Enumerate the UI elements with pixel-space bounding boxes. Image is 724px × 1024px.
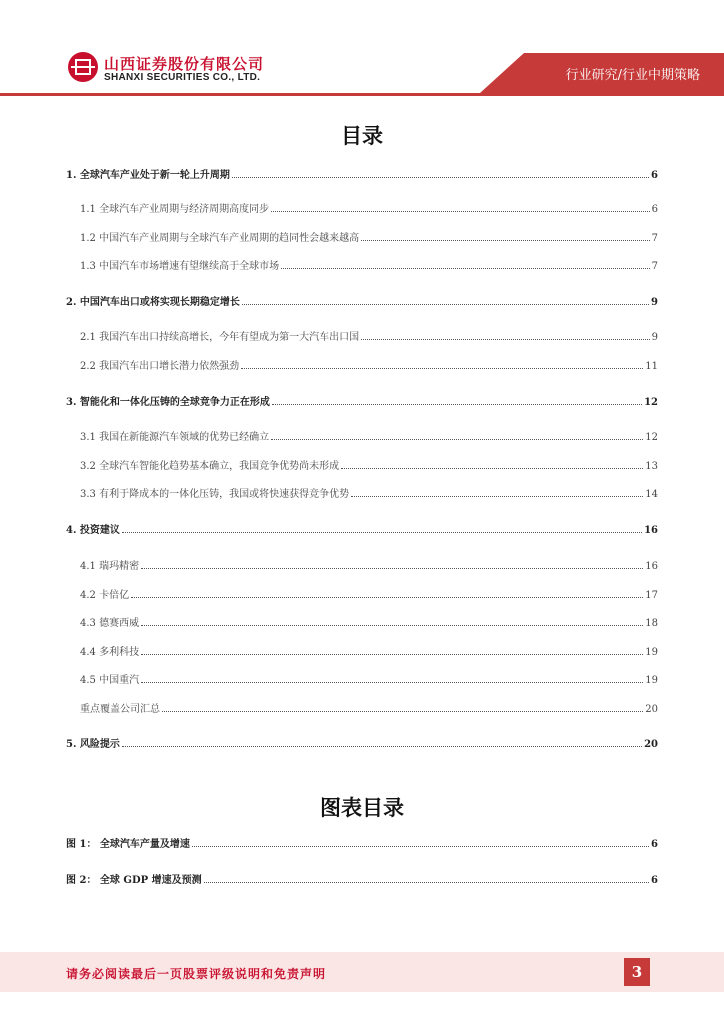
toc-entry[interactable]: 3.2 全球汽车智能化趋势基本确立，我国竞争优势尚未形成 13 <box>80 461 658 472</box>
toc-entry[interactable]: 2. 中国汽车出口或将实现长期稳定增长 9 <box>66 297 658 308</box>
toc-entry[interactable]: 1. 全球汽车产业处于新一轮上升周期 6 <box>66 170 658 181</box>
figure-entry[interactable]: 图 1： 全球汽车产量及增速 6 <box>66 839 658 850</box>
figure-entry[interactable]: 图 2： 全球 GDP 增速及预测 6 <box>66 875 658 886</box>
toc-entry[interactable]: 重点覆盖公司汇总 20 <box>80 704 658 715</box>
header-divider <box>0 93 724 96</box>
page-header <box>0 0 724 100</box>
toc-entry[interactable]: 3. 智能化和一体化压铸的全球竞争力正在形成 12 <box>66 397 658 408</box>
footer-disclaimer: 请务必阅读最后一页股票评级说明和免责声明 <box>66 967 327 981</box>
toc-entry[interactable]: 4.2 卡倍亿 17 <box>80 590 658 601</box>
toc-title: 目录 <box>341 124 383 148</box>
toc-entry[interactable]: 3.1 我国在新能源汽车领域的优势已经确立 12 <box>80 432 658 443</box>
toc-entry[interactable]: 4.3 德赛西威 18 <box>80 618 658 629</box>
toc-entry[interactable]: 5. 风险提示 20 <box>66 739 658 750</box>
toc-entry[interactable]: 4.4 多利科技 19 <box>80 647 658 658</box>
company-name-en: SHANXI SECURITIES CO., LTD. <box>104 72 261 83</box>
toc-entry[interactable]: 4.1 瑞玛精密 16 <box>80 561 658 572</box>
report-category: 行业研究/行业中期策略 <box>565 68 700 83</box>
page-number: 3 <box>624 958 650 986</box>
toc-entry[interactable]: 3.3 有利于降成本的一体化压铸，我国或将快速获得竞争优势 14 <box>80 489 658 500</box>
toc-entry[interactable]: 1.2 中国汽车产业周期与全球汽车产业周期的趋同性会越来越高 7 <box>80 233 658 244</box>
toc-entry[interactable]: 1.1 全球汽车产业周期与经济周期高度同步 6 <box>80 204 658 215</box>
toc-entry[interactable]: 4. 投资建议 16 <box>66 525 658 536</box>
toc-entry[interactable]: 4.5 中国重汽 19 <box>80 675 658 686</box>
company-name-cn: 山西证券股份有限公司 <box>104 55 265 73</box>
toc-entry[interactable]: 2.1 我国汽车出口持续高增长，今年有望成为第一大汽车出口国 9 <box>80 332 658 343</box>
company-logo-icon <box>68 52 98 82</box>
toc-entry[interactable]: 2.2 我国汽车出口增长潜力依然强劲 11 <box>80 361 658 372</box>
figure-list-title: 图表目录 <box>320 796 404 820</box>
toc-entry[interactable]: 1.3 中国汽车市场增速有望继续高于全球市场 7 <box>80 261 658 272</box>
